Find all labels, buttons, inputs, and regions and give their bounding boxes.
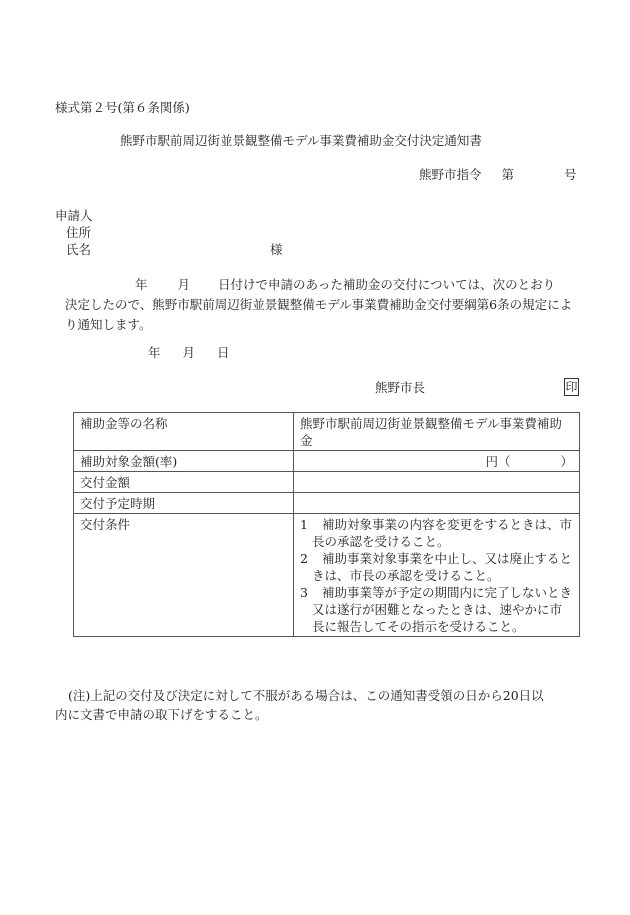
seal-mark: 印 [565, 380, 578, 394]
note-line2: 内に文書で申請の取下げをすること。 [55, 707, 268, 722]
notice-number-go: 号 [564, 167, 577, 182]
applicant-block [55, 207, 283, 258]
amount-yen: 円（ ） [485, 454, 573, 469]
table-row [74, 472, 580, 493]
decision-month: 月 [182, 345, 196, 360]
condition-number: 1 [300, 517, 308, 532]
decision-year: 年 [148, 345, 161, 360]
condition-number: 3 [300, 585, 308, 600]
notice-number-dai: 第 [501, 167, 515, 182]
subsidy-info-table [73, 412, 580, 637]
row-label: 交付条件 [74, 514, 294, 637]
row-value: 熊野市駅前周辺街並景観整備モデル事業費補助金 [294, 413, 580, 451]
address-label: 住所 [66, 225, 92, 240]
table-row [74, 514, 580, 637]
table-row [74, 493, 580, 514]
note-line1: (注)上記の交付及び決定に対して不服がある場合は、この通知書受領の日から20日以 [68, 688, 544, 703]
condition-item [300, 516, 573, 550]
document-title: 熊野市駅前周辺街並景観整備モデル事業費補助金交付決定通知書 [120, 133, 482, 148]
row-label: 交付金額 [74, 472, 294, 493]
notice-number [419, 169, 577, 182]
condition-text: 補助対象事業の内容を変更をするときは、市長の承認を受けること。 [312, 517, 573, 549]
row-value [294, 493, 580, 514]
notice-number-prefix: 熊野市指令 [419, 167, 482, 182]
body-first-line [65, 275, 580, 295]
condition-text: 補助事業等が予定の期間内に完了しないとき又は遂行が困難となったときは、速やかに市長に報告してその指示を受けること。 [312, 585, 573, 634]
body-line1: 日付けで申請のあった補助金の交付については、次のとおり [218, 277, 556, 292]
row-label: 交付予定時期 [74, 493, 294, 514]
row-label: 補助対象金額(率) [74, 451, 294, 472]
applicant-heading: 申請人 [55, 208, 93, 223]
name-row [55, 241, 283, 258]
form-number: 様式第２号(第６条関係) [55, 100, 190, 115]
body-month: 月 [177, 277, 191, 292]
row-value [294, 472, 580, 493]
name-label: 氏名 [66, 242, 92, 257]
decision-date [148, 347, 230, 360]
condition-item [300, 584, 573, 635]
conditions-cell [294, 514, 580, 637]
table-row [74, 413, 580, 451]
note [55, 686, 580, 724]
row-label: 補助金等の名称 [74, 413, 294, 451]
mayor-title: 熊野市長 [375, 380, 426, 395]
table-row [74, 451, 580, 472]
decision-day: 日 [217, 345, 230, 360]
condition-item [300, 550, 573, 584]
condition-text: 補助事業対象事業を中止し、又は廃止するときは、市長の承認を受けること。 [312, 551, 573, 583]
body-text [65, 275, 580, 335]
honorific: 様 [270, 242, 283, 257]
condition-number: 2 [300, 551, 308, 566]
body-rest: 決定したので、熊野市駅前周辺街並景観整備モデル事業費補助金交付要綱第6条の規定により通知します。 [65, 297, 573, 332]
row-value [294, 451, 580, 472]
body-year: 年 [135, 277, 148, 292]
